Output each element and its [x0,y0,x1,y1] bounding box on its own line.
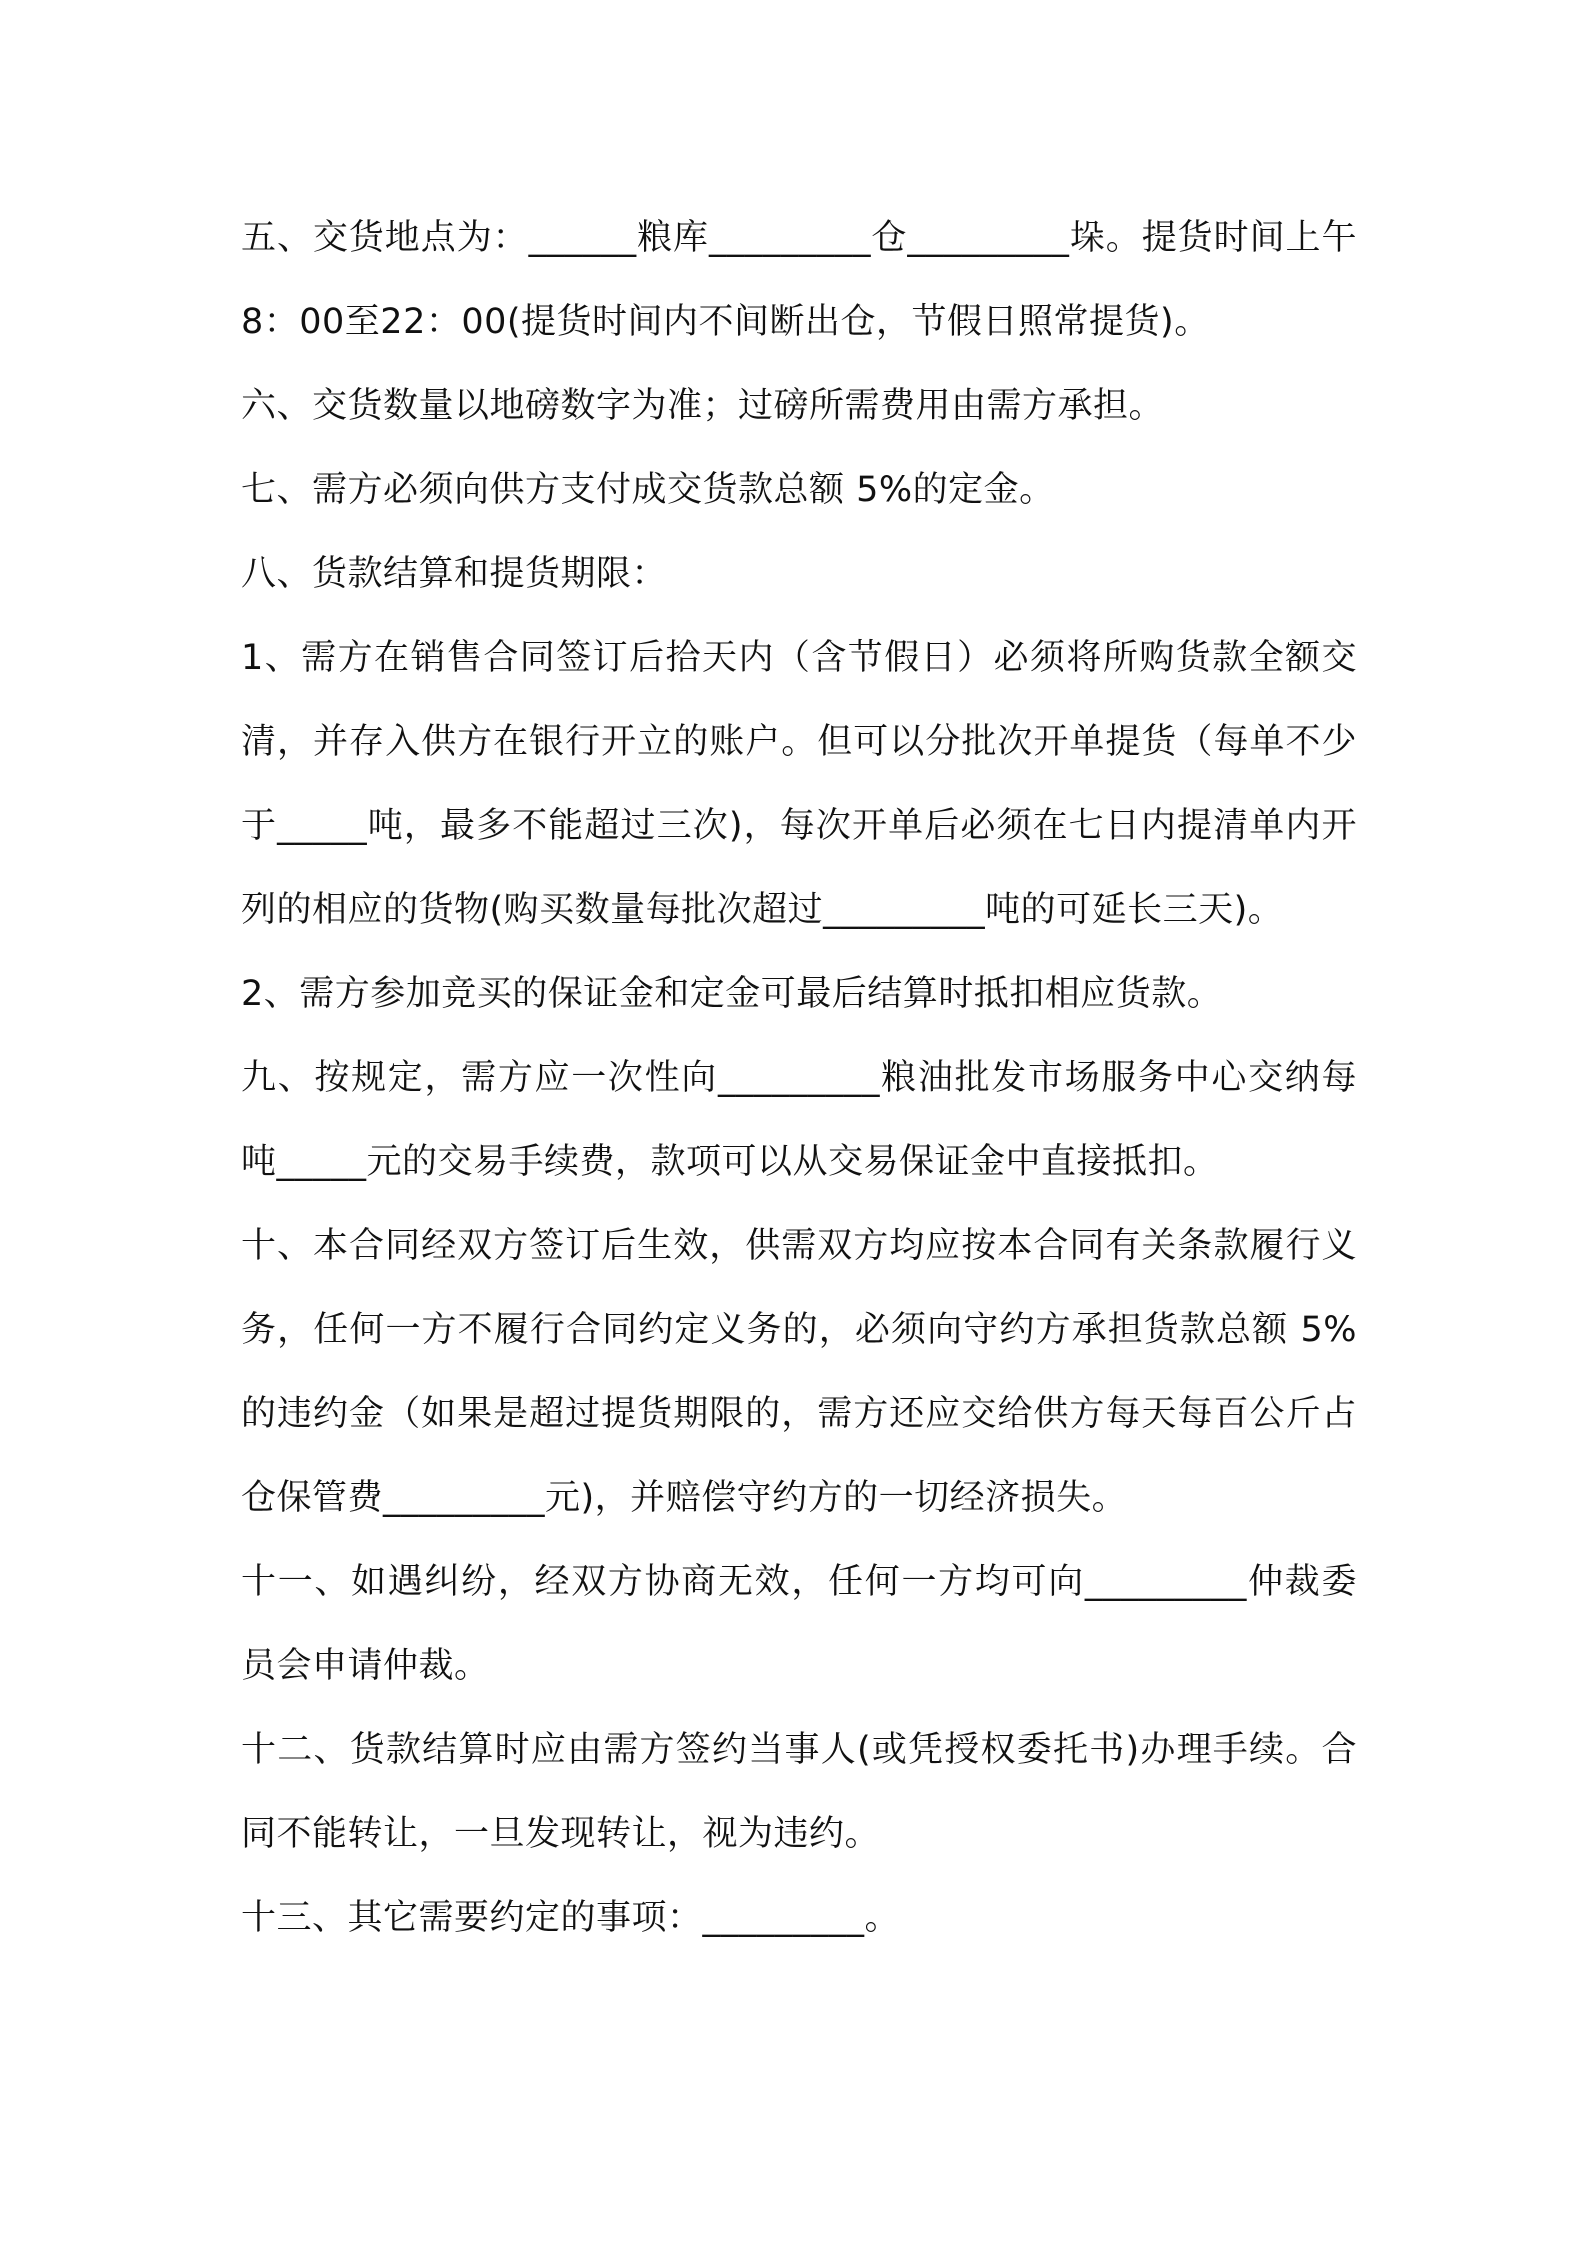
clause-6-delivery-quantity: 六、交货数量以地磅数字为准；过磅所需费用由需方承担。 [241,386,1165,426]
clause-13-other-matters: 十三、其它需要约定的事项：_________。 [241,1898,901,1938]
contract-body [241,196,1357,1960]
clause-8-heading: 八、货款结算和提货期限： [241,554,668,594]
clause-10-liability: 十、本合同经双方签订后生效，供需双方均应按本合同有关条款履行义务，任何一方不履行合同约定义务的，必须向守约方承担货款总额 5%的违约金（如果是超过提货期限的，需方还应交给供方每天每百公斤占仓保管费_________元)，并赔偿守约方的一切经济损失。 [241,1226,1357,1518]
clause-8-item-2: 2、需方参加竞买的保证金和定金可最后结算时抵扣相应货款。 [241,974,1223,1014]
clause-8-item-1: 1、需方在销售合同签订后拾天内（含节假日）必须将所购货款全额交清，并存入供方在银行开立的账户。但可以分批次开单提货（每单不少于_____吨，最多不能超过三次)，每次开单后必须在七日内提清单内开列的相应的货物(购买数量每批次超过_________吨的可延长三天)。 [241,638,1357,930]
clause-7-deposit: 七、需方必须向供方支付成交货款总额 5%的定金。 [241,470,1055,510]
clause-11-arbitration: 十一、如遇纠纷，经双方协商无效，任何一方均可向_________仲裁委员会申请仲裁。 [241,1562,1357,1686]
clause-9-fees: 九、按规定，需方应一次性向_________粮油批发市场服务中心交纳每吨_____元的交易手续费，款项可以从交易保证金中直接抵扣。 [241,1058,1357,1182]
clause-5-delivery-location: 五、交货地点为：______粮库_________仓_________垛。提货时间上午8：00至22：00(提货时间内不间断出仓，节假日照常提货)。 [241,218,1357,342]
clause-12-settlement: 十二、货款结算时应由需方签约当事人(或凭授权委托书)办理手续。合同不能转让，一旦发现转让，视为违约。 [241,1730,1357,1854]
